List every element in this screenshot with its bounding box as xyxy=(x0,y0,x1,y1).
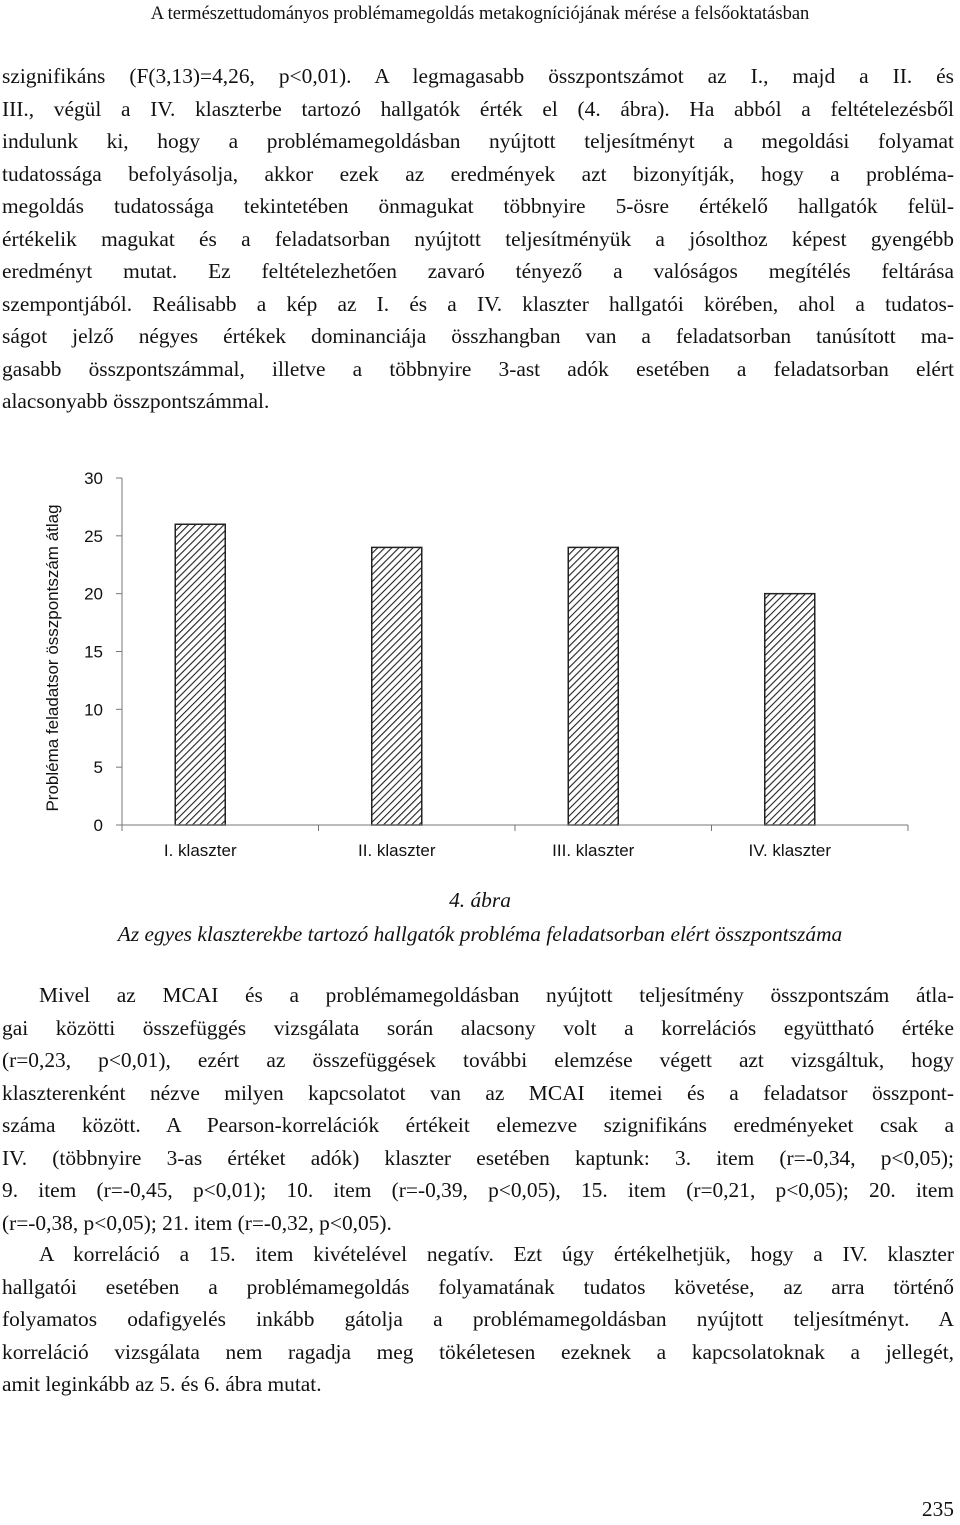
text-line: gai közötti összefüggés vizsgálata során alacsony volt a korrelációs együttható értéke xyxy=(2,1015,954,1040)
y-tick-label: 10 xyxy=(84,700,103,720)
text-line: III., végül a IV. klaszterbe tartozó hallgatók érték el (4. ábra). Ha abból a feltételezésből xyxy=(2,96,954,121)
text-line: indulunk ki, hogy a problémamegoldásban nyújtott teljesítményt a megoldási folyamat xyxy=(2,129,954,153)
text-line: ságot jelző négyes értékek dominanciája összhangban van a feladatsorban tanúsított ma- xyxy=(2,324,954,348)
y-axis-ticks xyxy=(84,469,122,835)
bars xyxy=(175,524,815,825)
text-line: tudatossága befolyásolja, akkor ezek az eredmények azt bizonyítják, hogy a probléma- xyxy=(2,161,954,186)
text-line: szempontjából. Reálisabb a kép az I. és a IV. klaszter hallgatói körében, ahol a tudatos- xyxy=(2,291,954,316)
x-tick-label: III. klaszter xyxy=(552,841,635,860)
text-line: (r=-0,38, p<0,05); 21. item (r=-0,32, p<0,05). xyxy=(2,1210,392,1235)
bar xyxy=(175,524,225,825)
text-line: eredményt mutat. Ez feltételezhetően zavaró tényező a valóságos megítélés feltárása xyxy=(2,259,954,283)
x-tick-label: IV. klaszter xyxy=(748,841,832,860)
x-axis-ticks xyxy=(122,825,908,860)
y-axis-label: Probléma feladatsor összpontszám átlag xyxy=(43,504,62,812)
running-header: A természettudományos problémamegoldás metakogníciójának mérése a felsőoktatásban xyxy=(150,4,810,24)
text-line: megoldás tudatossága tekintetében önmagukat többnyire 5-ösre értékelő hallgatók felül- xyxy=(2,194,954,218)
text-line: folyamatos odafigyelés inkább gátolja a problémamegoldásban nyújtott teljesítményt. A xyxy=(2,1307,954,1331)
y-tick-label: 30 xyxy=(84,469,103,488)
text-line: alacsonyabb összpontszámmal. xyxy=(2,389,270,413)
text-line: értékelik magukat és a feladatsorban nyújtott teljesítményük a jósolthoz képest gyengébb xyxy=(2,226,954,251)
figure-number: 4. ábra xyxy=(449,888,511,912)
paragraph-2 xyxy=(2,979,954,1239)
text-line: A korreláció a 15. item kivételével negatív. Ezt úgy értékelhetjük, hogy a IV. klaszter xyxy=(39,1242,954,1266)
paragraph-3 xyxy=(2,1238,954,1401)
paragraph-1 xyxy=(2,60,954,418)
text-line: amit leginkább az 5. és 6. ábra mutat. xyxy=(2,1372,322,1396)
text-line: klaszterenként nézve milyen kapcsolatot van az MCAI itemei és a feladatsor összpont- xyxy=(2,1080,954,1105)
text-line: hallgatói esetében a problémamegoldás folyamatának tudatos követése, az arra történő xyxy=(2,1274,954,1299)
text-line: szignifikáns (F(3,13)=4,26, p<0,01). A legmagasabb összpontszámot az I., majd a II. és xyxy=(2,64,954,88)
bar-chart xyxy=(0,458,960,878)
y-tick-label: 0 xyxy=(93,816,103,835)
x-tick-label: II. klaszter xyxy=(358,841,436,860)
text-line: gasabb összpontszámmal, illetve a többnyire 3-ast adók esetében a feladatsorban elért xyxy=(2,356,954,381)
bar xyxy=(765,594,815,825)
y-tick-label: 5 xyxy=(93,758,103,778)
x-tick-label: I. klaszter xyxy=(163,841,237,860)
text-line: (r=0,23, p<0,01), ezért az összefüggések további elemzése végett azt vizsgáltuk, hogy xyxy=(2,1048,954,1072)
text-line: IV. (többnyire 3-as értéket adók) klaszter esetében kaptunk: 3. item (r=-0,34, p<0,05); xyxy=(2,1145,954,1170)
page-number: 235 xyxy=(921,1497,954,1521)
text-line: korreláció vizsgálata nem ragadja meg tökéletesen ezeknek a kapcsolatoknak a jellegét, xyxy=(2,1339,954,1364)
y-tick-label: 15 xyxy=(84,642,103,662)
bar xyxy=(372,547,422,825)
figure-caption: Az egyes klaszterekbe tartozó hallgatók probléma feladatsorban elért összpontszáma xyxy=(117,922,843,946)
text-line: 9. item (r=-0,45, p<0,01); 10. item (r=-0,39, p<0,05), 15. item (r=0,21, p<0,05); 20. item xyxy=(2,1178,954,1202)
y-tick-label: 25 xyxy=(84,526,103,546)
y-tick-label: 20 xyxy=(84,584,103,604)
bar xyxy=(568,547,618,825)
text-line: száma között. A Pearson-korrelációk értékeit elemezve szignifikáns eredményeket csak a xyxy=(2,1113,954,1137)
text-line: Mivel az MCAI és a problémamegoldásban nyújtott teljesítmény összpontszám átla- xyxy=(39,983,954,1007)
